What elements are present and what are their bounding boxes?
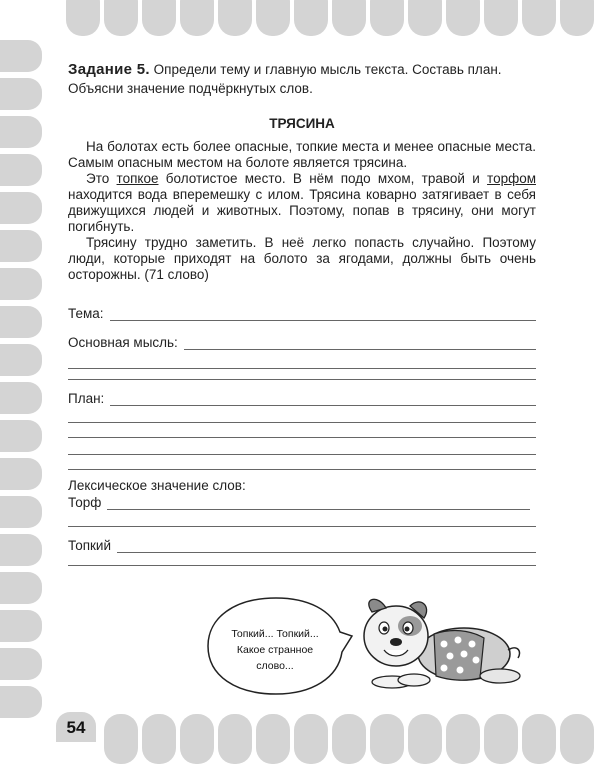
worksheet-content: [68, 60, 536, 566]
story-paragraph-3: Трясину трудно заметить. В неё легко попасть случайно. Поэтому люди, которые приходят на болото за ягодами, должны быть очень осторожны. (71 слово): [68, 235, 536, 282]
story-paragraph-2: Это топкое болотистое место. В нём подо мхом, травой и торфом находится вода вперемешку с илом. Трясина коварно затягивает в себя движущихся людей и животных. Поэтому, попав в трясину, они могут погибнуть.: [68, 171, 536, 234]
story-title: ТРЯСИНА: [269, 116, 335, 131]
frame-left: [0, 40, 46, 710]
word-topkiy-field[interactable]: [68, 537, 536, 553]
main-idea-label: Основная мысль:: [68, 335, 178, 350]
underlined-word-topkoe: топкое: [116, 171, 159, 186]
underlined-word-torf: торфом: [487, 171, 536, 186]
task-label: Задание 5.: [68, 61, 150, 78]
task-text: Определи тему и главную мысль текста. Составь план. Объясни значение подчёркнутых слов.: [68, 62, 502, 96]
task-instruction: [68, 60, 536, 98]
story-paragraph-1: На болотах есть более опасные, топкие места и менее опасные места. Самым опасным местом на болоте является трясина.: [68, 139, 536, 170]
theme-field[interactable]: [68, 305, 536, 321]
word-torf-field[interactable]: [68, 494, 530, 510]
answer-line[interactable]: [68, 565, 536, 566]
lexical-label: Лексическое значение слов:: [68, 478, 246, 493]
story-text: [68, 139, 536, 283]
word-torf-label: Торф: [68, 495, 102, 510]
plan-label: План:: [68, 391, 105, 406]
theme-label: Тема:: [68, 306, 104, 321]
word-topkiy-label: Топкий: [68, 538, 111, 553]
main-idea-field[interactable]: [68, 334, 536, 350]
plan-field[interactable]: [68, 390, 536, 406]
speech-bubble-text: Топкий... Топкий... Какое странное слово...: [231, 628, 319, 672]
dog-illustration: [352, 592, 527, 692]
page-number: 54: [56, 712, 96, 742]
frame-top: [0, 0, 600, 40]
